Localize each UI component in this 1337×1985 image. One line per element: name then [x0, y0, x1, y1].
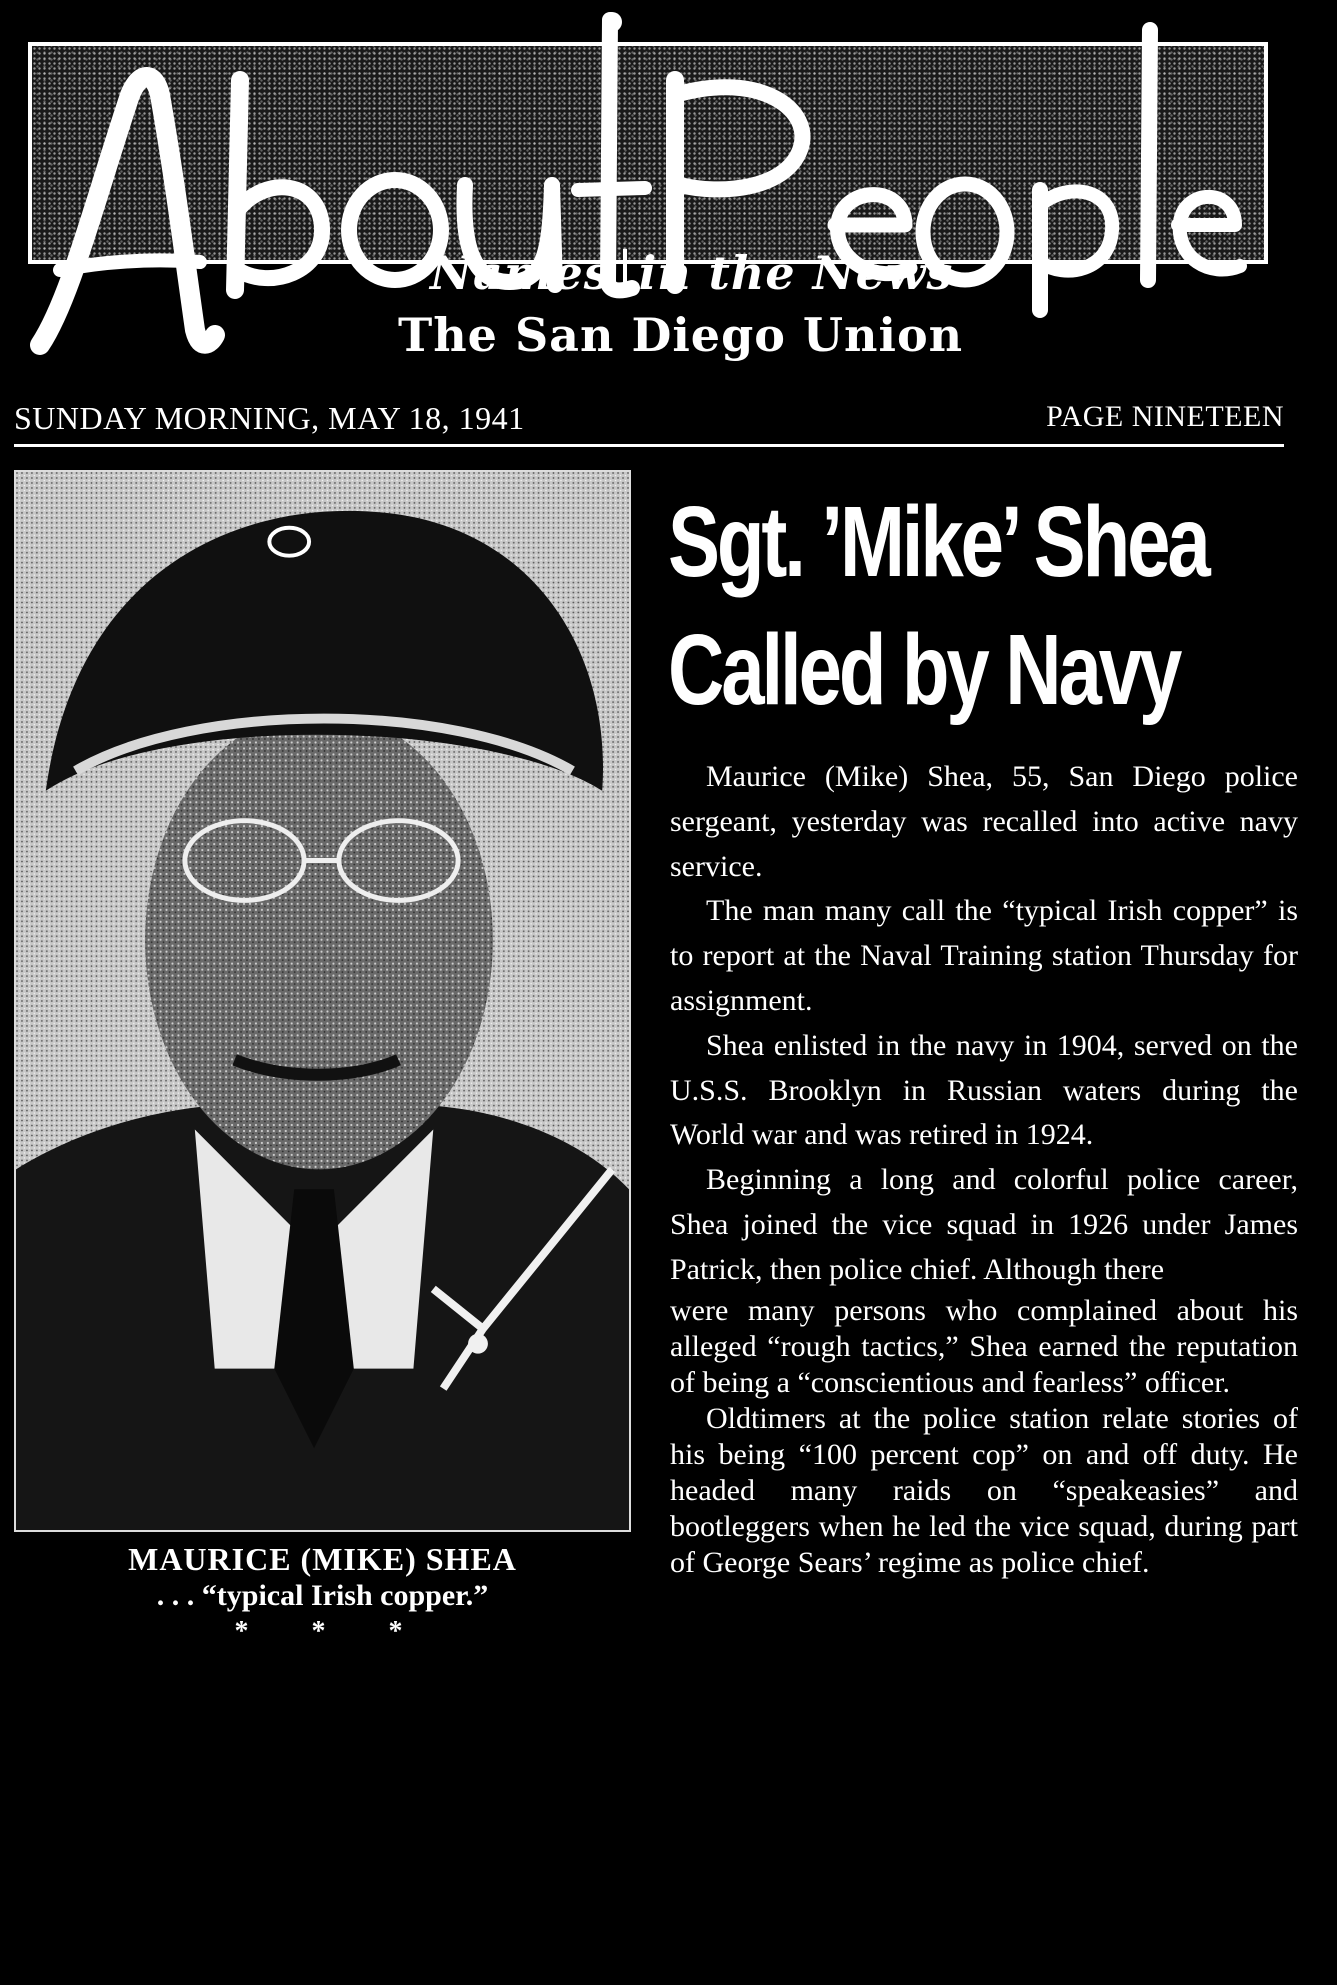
headline-line-1: Sgt. ’Mike’ Shea: [668, 486, 1208, 598]
tagline-names: Names: [430, 246, 611, 300]
tagline-end-bar: [1032, 254, 1036, 298]
portrait-photo: [14, 470, 631, 1532]
article-paragraph: were many persons who complained about his alleged “rough tactics,” Shea earned the reputation of being a “conscientious and fearless” officer.: [670, 1293, 1298, 1399]
dateline: [14, 400, 1284, 446]
issue-date: SUNDAY MORNING, MAY 18, 1941: [14, 400, 525, 436]
photo-caption: [14, 1540, 631, 1650]
tagline-in-the-news: in the News: [638, 246, 954, 300]
newspaper-name: The San Diego Union: [398, 308, 964, 362]
article-body: [670, 755, 1298, 1581]
headline-line-2: Called by Navy: [668, 614, 1180, 726]
caption-quote: . . . “typical Irish copper.”: [156, 1579, 489, 1612]
article-paragraph: The man many call the “typical Irish copper” is to report at the Naval Training station Thursday for assignment.: [670, 894, 1298, 1017]
masthead-tagline: [430, 246, 953, 300]
article-paragraph: Oldtimers at the police station relate stories of his being “100 percent cop” on and off duty. He headed many raids on “speakeasies” and bootleggers when he led the vice squad, during part of George Sears’ regime as police chief.: [670, 1401, 1298, 1579]
article-headline: [668, 478, 1208, 734]
article-paragraph: Maurice (Mike) Shea, 55, San Diego police sergeant, yesterday was recalled into active navy service.: [670, 760, 1298, 883]
caption-stars: * * *: [234, 1616, 431, 1647]
article-paragraph: Shea enlisted in the navy in 1904, served on the U.S.S. Brooklyn in Russian waters during the World war and was retired in 1924.: [670, 1028, 1298, 1152]
tagline-divider: [623, 249, 627, 297]
dateline-rule: [14, 444, 1284, 447]
caption-name: MAURICE (MIKE) SHEA: [128, 1541, 517, 1577]
article-paragraph: Beginning a long and colorful police career, Shea joined the vice squad in 1926 under James Patrick, then police chief. Although there: [670, 1163, 1298, 1286]
page-number: PAGE NINETEEN: [1046, 400, 1284, 433]
